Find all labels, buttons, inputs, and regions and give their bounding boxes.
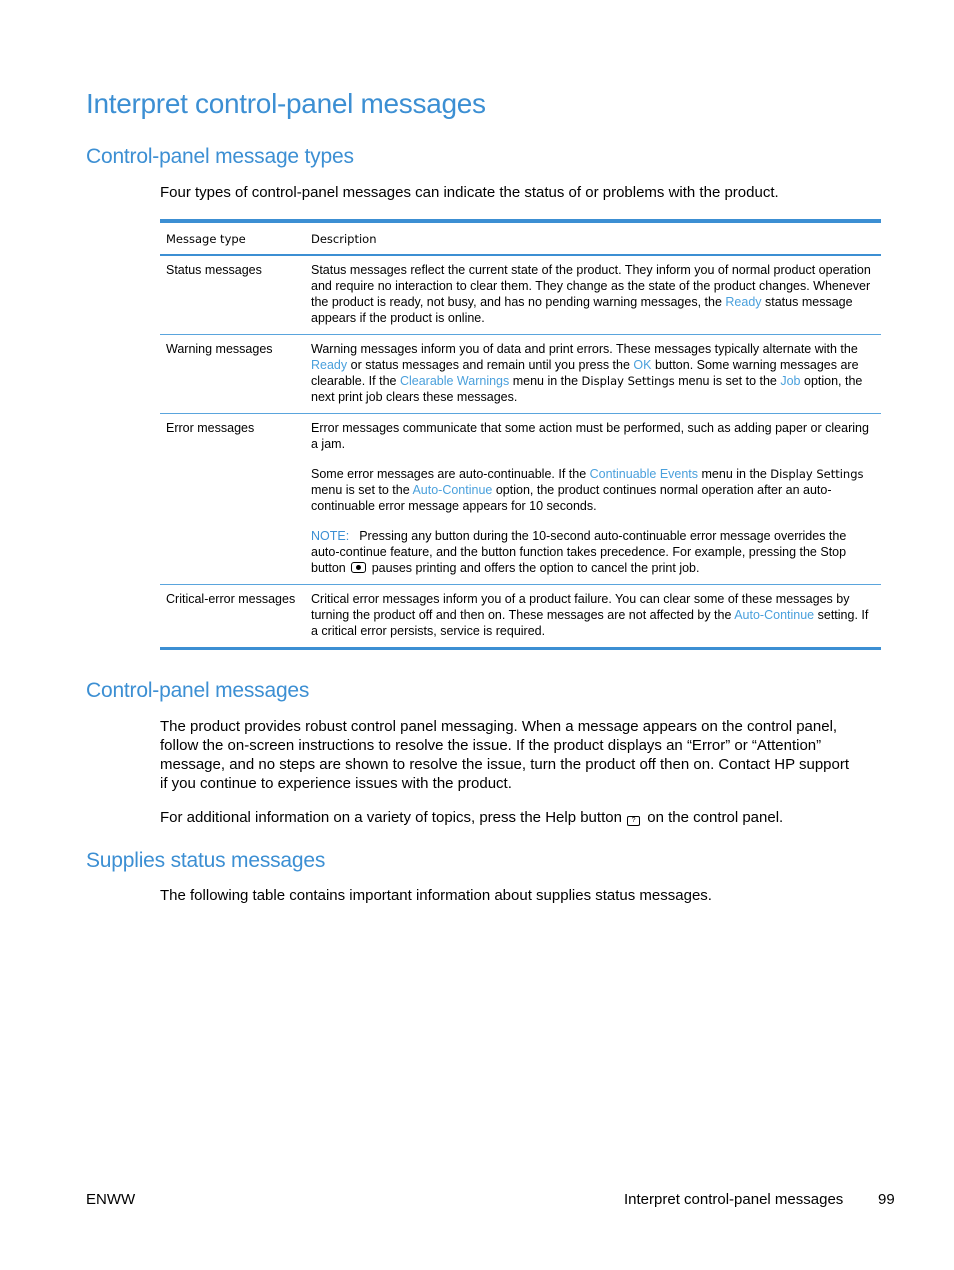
section-heading-supplies-status: Supplies status messages [86,849,326,872]
page-number: 99 [878,1191,895,1208]
footer-left: ENWW [86,1191,136,1208]
help-button-icon: ? [627,816,640,826]
supplies-status-paragraph: The following table contains important information about supplies status messages. [160,887,712,904]
description-cell: Status messages reflect the current state of the product. They inform you of normal product operation and require no interaction to clear them. They change as the state of the product changes. Whenever the product is ready, not busy, and has no pending warning messages, the Ready status message appears if the product is online. [305,255,881,335]
auto-continue-link[interactable]: Auto-Continue [734,608,815,622]
error-description-p2: Some error messages are auto-continuable. If the Continuable Events menu in the Display Settings menu is set to the Auto-Continue option, the product continues normal operation after an auto-continuable error message appears for 10 seconds. [311,467,864,513]
table-header-row [160,221,881,255]
note: NOTE: Pressing any button during the 10-second auto-continuable error message overrides the auto-continue feature, and the button function takes precedence. For example, pressing the Stop button pauses printing and offers the option to cancel the print job. [311,529,847,575]
message-types-table [160,219,881,650]
message-type-cell: Error messages [160,414,305,585]
footer-title: Interpret control-panel messages [624,1191,844,1208]
section-intro: Four types of control-panel messages can indicate the status of or problems with the product. [160,184,779,201]
display-settings-label: Display Settings [770,467,864,481]
message-type-cell: Critical-error messages [166,592,296,606]
stop-button-icon [351,562,366,573]
display-settings-label: Display Settings [581,374,675,388]
continuable-events-link[interactable]: Continuable Events [589,467,699,481]
message-type-cell: Warning messages [160,335,305,414]
description-cell [305,414,881,585]
description-cell: Critical error messages inform you of a product failure. You can clear some of these messages by turning the product off and then on. These messages are not affected by the Auto-Continue setting. If a critical error persists, service is required. [311,592,869,638]
section-heading-message-types: Control-panel message types [86,145,354,168]
control-panel-messages-paragraph: The product provides robust control panel messaging. When a message appears on the control panel, follow the on-screen instructions to resolve the issue. If the product displays an “Error” or “Attention” message, and no steps are shown to resolve the issue, turn the product off then on. Contact HP support if you continue to experience issues with the product. [160,718,850,792]
section-heading-control-panel-messages: Control-panel messages [86,679,310,702]
table-row [160,585,881,649]
description-cell: Warning messages inform you of data and print errors. These messages typically alternate with the Ready or status messages and remain until you press the OK button. Some warning messages are clearable. If the Clearable Warnings menu in the Display Settings menu is set to the Job option, the next print job clears these messages. [305,335,881,414]
table-row [160,255,881,335]
ready-link[interactable]: Ready [311,358,348,372]
column-header-description: Description [305,221,881,255]
table-row [160,414,881,585]
help-button-paragraph: For additional information on a variety of topics, press the Help button ? on the control panel. [160,809,784,826]
job-link[interactable]: Job [780,374,801,388]
column-header-type: Message type [160,221,305,255]
auto-continue-link[interactable]: Auto-Continue [412,483,493,497]
note-label: NOTE: [311,529,350,543]
ok-link[interactable]: OK [633,358,652,372]
error-description-p1: Error messages communicate that some action must be performed, such as adding paper or clearing a jam. [311,421,869,451]
table-row [160,335,881,414]
message-type-cell: Status messages [160,255,305,335]
clearable-warnings-link[interactable]: Clearable Warnings [399,374,510,388]
ready-link[interactable]: Ready [725,295,762,309]
page-title: Interpret control-panel messages [86,88,486,119]
